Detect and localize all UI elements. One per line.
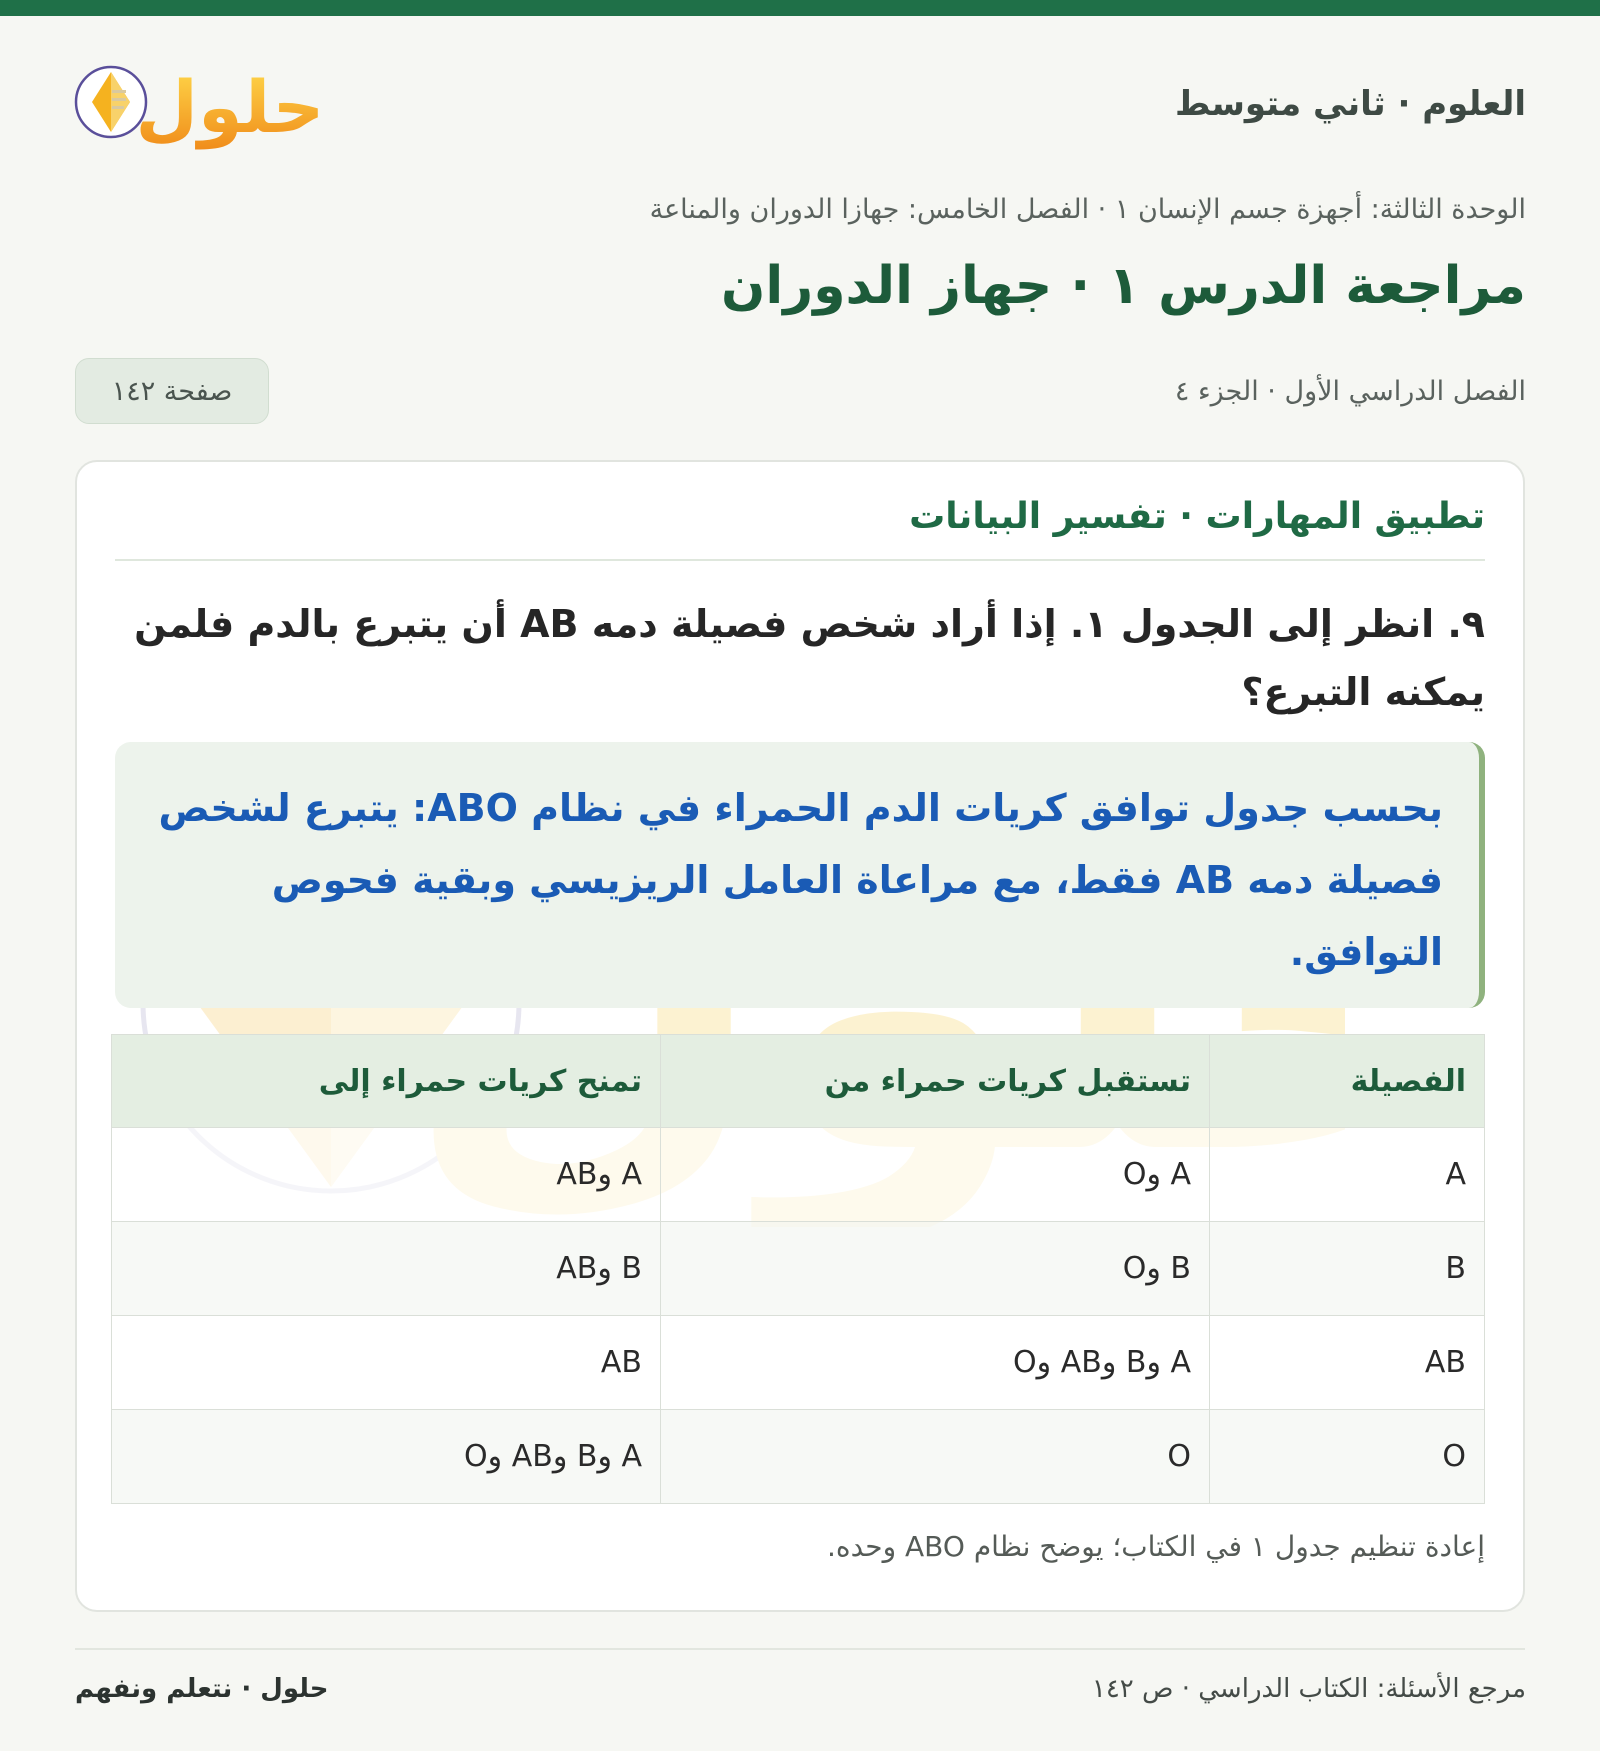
cell-blood-type: O xyxy=(1210,1410,1485,1504)
cell-gives-to: A وB وAB وO xyxy=(112,1410,661,1504)
brand-logo[interactable] xyxy=(74,54,334,158)
header-blood-type: الفصيلة xyxy=(1210,1035,1485,1128)
abo-compatibility-table xyxy=(111,1034,1485,1504)
cell-receives-from: A وO xyxy=(661,1128,1210,1222)
logo-graphic xyxy=(74,54,334,158)
top-accent-bar xyxy=(0,0,1600,16)
table-row xyxy=(112,1222,1485,1316)
cell-blood-type: B xyxy=(1210,1222,1485,1316)
cell-receives-from: O xyxy=(661,1410,1210,1504)
cell-gives-to: B وAB xyxy=(112,1222,661,1316)
breadcrumb: الوحدة الثالثة: أجهزة جسم الإنسان ١ · الفصل الخامس: جهازا الدوران والمناعة xyxy=(649,194,1526,225)
footer-reference: مرجع الأسئلة: الكتاب الدراسي · ص ١٤٢ xyxy=(1091,1674,1526,1704)
answer-box xyxy=(115,742,1485,1008)
table-header-row xyxy=(112,1035,1485,1128)
term-meta: الفصل الدراسي الأول · الجزء ٤ xyxy=(1174,376,1526,407)
table-row xyxy=(112,1410,1485,1504)
cell-blood-type: A xyxy=(1210,1128,1485,1222)
section-divider xyxy=(115,559,1485,561)
header-gives-to: تمنح كريات حمراء إلى xyxy=(112,1035,661,1128)
cell-receives-from: B وO xyxy=(661,1222,1210,1316)
question-card xyxy=(75,460,1525,1612)
section-title: تطبيق المهارات · تفسير البيانات xyxy=(909,496,1485,537)
footer-divider xyxy=(75,1648,1525,1650)
cell-gives-to: A وAB xyxy=(112,1128,661,1222)
logo-wordmark: حلول xyxy=(135,65,325,149)
header-receives-from: تستقبل كريات حمراء من xyxy=(661,1035,1210,1128)
table-row xyxy=(112,1316,1485,1410)
table-row xyxy=(112,1128,1485,1222)
cell-gives-to: AB xyxy=(112,1316,661,1410)
cell-blood-type: AB xyxy=(1210,1316,1485,1410)
subject-label: العلوم · ثاني متوسط xyxy=(1175,84,1526,124)
footer-brand: حلول · نتعلم ونفهم xyxy=(75,1674,329,1704)
cell-receives-from: A وB وAB وO xyxy=(661,1316,1210,1410)
question-text: ٩. انظر إلى الجدول ١. إذا أراد شخص فصيلة دمه AB أن يتبرع بالدم فلمن يمكنه التبرع؟ xyxy=(134,602,1485,714)
answer-text: بحسب جدول توافق كريات الدم الحمراء في نظام ABO: يتبرع لشخص فصيلة دمه AB فقط، مع مراعاة العامل الريزيسي وبقية فحوص التوافق. xyxy=(158,786,1443,974)
table-note: إعادة تنظيم جدول ١ في الكتاب؛ يوضح نظام ABO وحده. xyxy=(827,1530,1485,1563)
page-number-badge: صفحة ١٤٢ xyxy=(75,358,269,424)
page-title: مراجعة الدرس ١ · جهاز الدوران xyxy=(721,256,1526,316)
